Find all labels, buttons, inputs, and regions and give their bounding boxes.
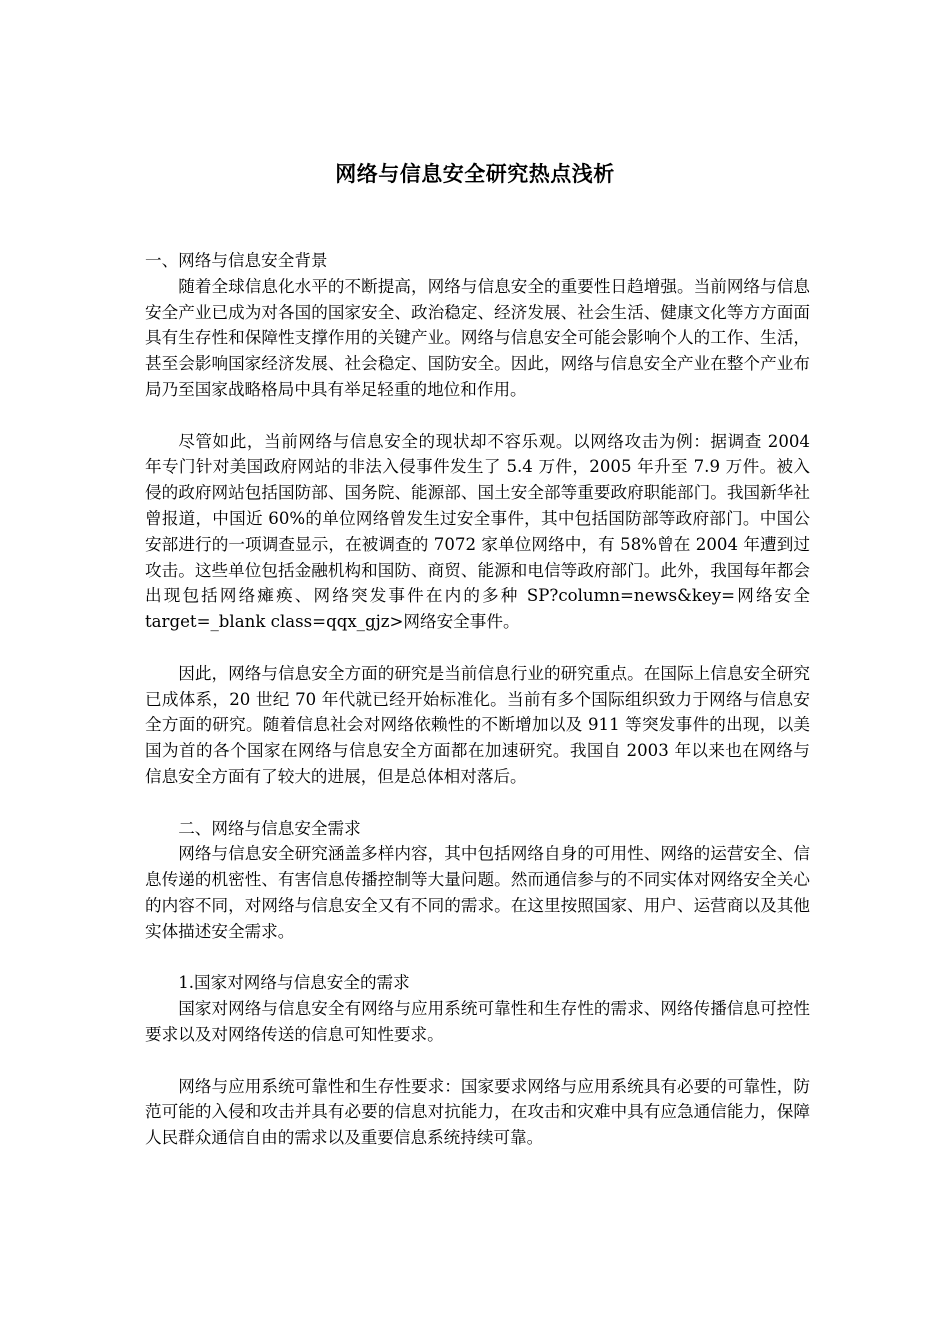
paragraph-national-1: 国家对网络与信息安全有网络与应用系统可靠性和生存性的需求、网络传播信息可控性要求以及对网络传送的信息可知性要求。 <box>145 999 810 1044</box>
document-body <box>145 248 810 1151</box>
document-title: 网络与信息安全研究热点浅析 <box>335 161 615 186</box>
paragraph-gap <box>145 635 810 661</box>
subsection-heading-national: 1.国家对网络与信息安全的需求 <box>178 973 410 993</box>
paragraph-background-3: 因此，网络与信息安全方面的研究是当前信息行业的研究重点。在国际上信息安全研究已成体系，20 世纪 70 年代就已经开始标准化。当前有多个国际组织致力于网络与信息安全方面的研究。随着信息社会对网络依赖性的不断增加以及 911 等突发事件的出现，以美国为首的各个国家在网络与信息安全方面都在加速研究。我国自 2003 年以来也在网络与信息安全方面有了较大的进展，但是总体相对落后。 <box>145 663 810 786</box>
paragraph-gap <box>145 790 810 816</box>
paragraph-gap <box>145 1048 810 1074</box>
paragraph-gap <box>145 403 810 429</box>
paragraph-background-2: 尽管如此，当前网络与信息安全的现状却不容乐观。以网络攻击为例：据调查 2004 年专门针对美国政府网站的非法入侵事件发生了 5.4 万件，2005 年升至 7.9 万件。被入侵的政府网站包括国防部、国务院、能源部、国土安全部等重要政府职能部门。我国新华社曾报道，中国近 60%的单位网络曾发生过安全事件，其中包括国防部等政府部门。中国公安部进行的一项调查显示，在被调查的 7072 家单位网络中，有 58%曾在 2004 年遭到过攻击。这些单位包括金融机构和国防、商贸、能源和电信等政府部门。此外，我国每年都会出现包括网络瘫痪、网络突发事件在内的多种 SP?column=news&key=网络安全 target=_blank class=qqx_gjz>网络安全事件。 <box>145 431 810 632</box>
paragraph-gap <box>145 945 810 971</box>
paragraph-requirements-1: 网络与信息安全研究涵盖多样内容，其中包括网络自身的可用性、网络的运营安全、信息传递的机密性、有害信息传播控制等大量问题。然而通信参与的不同实体对网络安全关心的内容不同，对网络与信息安全又有不同的需求。在这里按照国家、用户、运营商以及其他实体描述安全需求。 <box>145 844 810 941</box>
paragraph-background-1: 随着全球信息化水平的不断提高，网络与信息安全的重要性日趋增强。当前网络与信息安全产业已成为对各国的国家安全、政治稳定、经济发展、社会生活、健康文化等方方面面具有生存性和保障性支撑作用的关键产业。网络与信息安全可能会影响个人的工作、生活，甚至会影响国家经济发展、社会稳定、国防安全。因此，网络与信息安全产业在整个产业布局乃至国家战略格局中具有举足轻重的地位和作用。 <box>145 276 810 399</box>
section-heading-background: 一、网络与信息安全背景 <box>145 251 328 270</box>
section-heading-requirements: 二、网络与信息安全需求 <box>178 818 361 838</box>
paragraph-national-2: 网络与应用系统可靠性和生存性要求：国家要求网络与应用系统具有必要的可靠性，防范可能的入侵和攻击并具有必要的信息对抗能力，在攻击和灾难中具有应急通信能力，保障人民群众通信自由的需求以及重要信息系统持续可靠。 <box>145 1076 810 1148</box>
